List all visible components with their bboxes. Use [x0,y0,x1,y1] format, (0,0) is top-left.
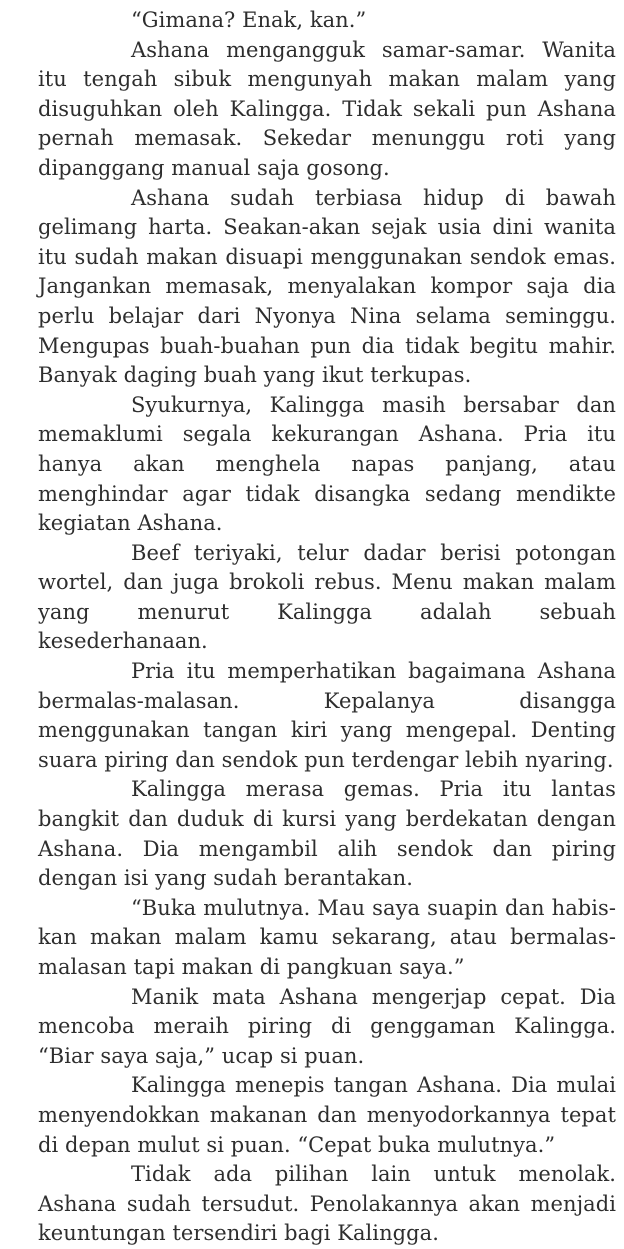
paragraph: Beef teriyaki, telur dadar berisi potongan wortel, dan juga brokoli rebus. Menu makan malam yang menurut Kalingga adalah sebuah kesederhanaan. [38,540,616,654]
paragraph: Kalingga merasa gemas. Pria itu lantas bangkit dan duduk di kursi yang berdekatan dengan Ashana. Dia mengambil alih sendok dan piring dengan isi yang sudah berantakan. [38,777,616,891]
document-page [38,6,616,1249]
paragraph: Manik mata Ashana mengerjap cepat. Dia mencoba meraih piring di genggaman Kalingga. “Biar saya saja,” ucap si puan. [38,984,616,1068]
paragraph: “Buka mulutnya. Mau saya suapin dan habiskan makan malam kamu sekarang, atau bermalasmalasan tapi makan di pangkuan saya.” [38,895,616,979]
paragraph: Tidak ada pilihan lain untuk menolak. Ashana sudah tersudut. Penolakannya akan menjadi keuntungan tersendiri bagi Kalingga. [38,1162,616,1246]
paragraph: Syukurnya, Kalingga masih bersabar dan memaklumi segala kekurangan Ashana. Pria itu hanya akan menghela napas panjang, atau menghindar agar tidak disangka sedang mendikte kegiatan Ashana. [38,392,616,536]
paragraph: “Gimana? Enak, kan.” [131,8,367,32]
paragraph: Pria itu memperhatikan bagaimana Ashana bermalas-malasan. Kepalanya disangga menggunakan tangan kiri yang mengepal. Denting suara piring dan sendok pun terdengar lebih nyaring. [38,659,616,772]
paragraph: Kalingga menepis tangan Ashana. Dia mulai menyendokkan makanan dan menyodorkannya tepat di depan mulut si puan. “Cepat buka mulutnya.” [38,1073,616,1157]
paragraph: Ashana mengangguk samar-samar. Wanita itu tengah sibuk mengunyah makan malam yang disuguhkan oleh Kalingga. Tidak sekali pun Ashana pernah memasak. Sekedar menunggu roti yang dipanggang manual saja gosong. [38,37,616,180]
paragraph: Ashana sudah terbiasa hidup di bawah gelimang harta. Seakan-akan sejak usia dini wanita itu sudah makan disuapi menggunakan sendok emas. Jangankan memasak, menyalakan kompor saja dia perlu belajar dari Nyonya Nina selama seminggu. Mengupas buah-buahan pun dia tidak begitu mahir. Banyak daging buah yang ikut terkupas. [38,185,616,388]
